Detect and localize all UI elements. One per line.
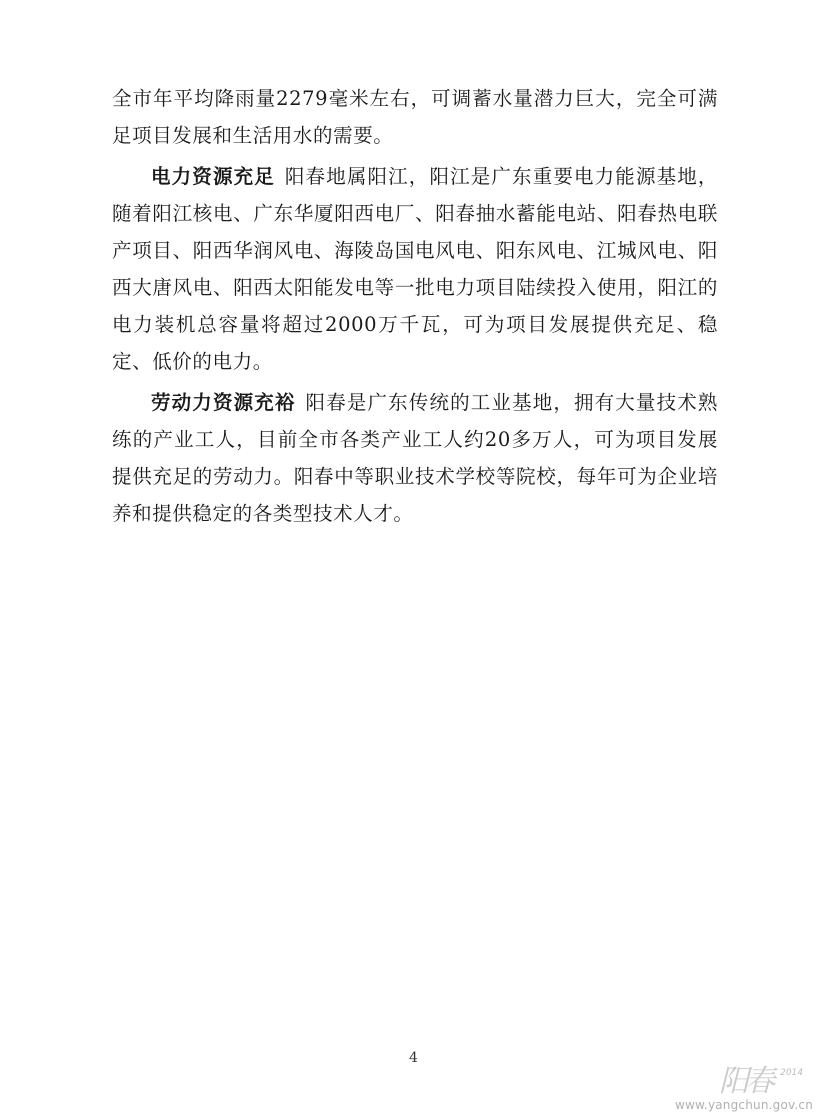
section-heading-power: 电力资源充足: [151, 165, 275, 188]
section-heading-labor: 劳动力资源充裕: [151, 391, 296, 414]
page-number: 4: [409, 1050, 418, 1066]
paragraph-text: 阳春是广东传统的工业基地，拥有大量技术熟练的产业工人，目前全市各类产业工人约20多万人，可为项目发展提供充足的劳动力。阳春中等职业技术学校等院校，每年可为企业培养和提供稳定的各类型技术人才。: [112, 391, 718, 525]
watermark-year: 2014: [780, 1068, 803, 1078]
paragraph-text: 阳春地属阳江，阳江是广东重要电力能源基地，随着阳江核电、广东华厦阳西电厂、阳春抽水蓄能电站、阳春热电联产项目、阳西华润风电、海陵岛国电风电、阳东风电、江城风电、阳西大唐风电、阳西太阳能发电等一批电力项目陆续投入使用，阳江的电力装机总容量将超过2000万千瓦，可为项目发展提供充足、稳定、低价的电力。: [112, 165, 718, 373]
watermark-url: www.yangchun.gov.cn: [674, 1098, 813, 1112]
paragraph-text: 全市年平均降雨量2279毫米左右，可调蓄水量潜力巨大，完全可满足项目发展和生活用水的需要。: [112, 87, 718, 147]
watermark-logo: 阳春: [719, 1064, 771, 1099]
site-watermark: [663, 1056, 813, 1112]
paragraph-labor: [112, 384, 718, 532]
paragraph-power: [112, 158, 718, 380]
body-text: [112, 80, 718, 532]
paragraph-water: [112, 80, 718, 154]
